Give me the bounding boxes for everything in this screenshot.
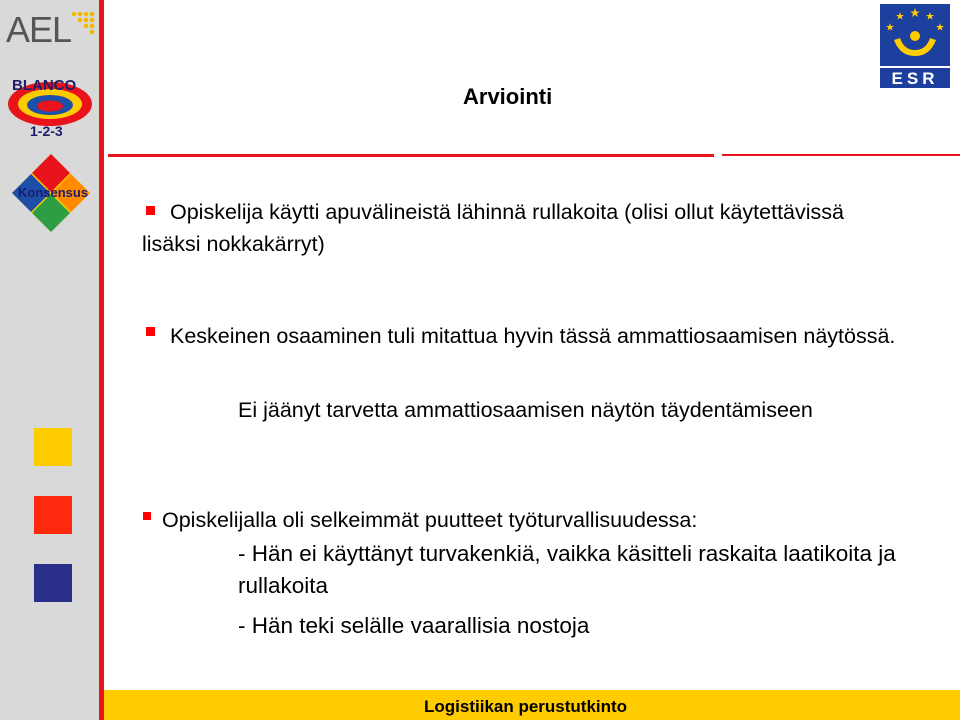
ael-logo: [4, 6, 98, 50]
decor-square-blue: [34, 564, 72, 602]
blanco-text: BLANCO: [12, 77, 77, 94]
title-underline-right: [722, 154, 960, 156]
konsensus-text: Konsensus: [18, 185, 89, 200]
decor-square-yellow: [34, 428, 72, 466]
sub-text-3: Ei jäänyt tarvetta ammattiosaamisen näytön täydentämiseen: [238, 398, 813, 422]
blanco-logo: [4, 66, 96, 140]
bullet-text-1: Opiskelija käytti apuvälineistä lähinnä rullakoita (olisi ollut käytettävissä lisäksi nokkakärryt): [142, 200, 844, 256]
footer-text: Logistiikan perustutkinto: [424, 697, 628, 716]
sidebar-red-stripe: [99, 0, 104, 720]
sub-text-5: - Hän ei käyttänyt turvakenkiä, vaikka käsitteli raskaita laatikoita ja rullakoita: [238, 541, 896, 598]
decor-square-red: [34, 496, 72, 534]
bullet-text-2: Keskeinen osaaminen tuli mitattua hyvin tässä ammattiosaamisen näytössä.: [170, 324, 896, 348]
slide-title: Arviointi: [463, 84, 553, 109]
konsensus-logo: [10, 152, 92, 234]
esr-text: ESR: [891, 69, 939, 88]
title-underline: [108, 154, 714, 157]
bullet-text-4: Opiskelijalla oli selkeimmät puutteet työturvallisuudessa:: [162, 508, 698, 532]
esr-logo: [880, 4, 950, 88]
sub-text-6: - Hän teki selälle vaarallisia nostoja: [238, 613, 590, 638]
bullet-marker: [143, 512, 151, 520]
blanco-numbers: 1-2-3: [30, 123, 63, 139]
ael-logo-text: AEL: [6, 9, 72, 50]
